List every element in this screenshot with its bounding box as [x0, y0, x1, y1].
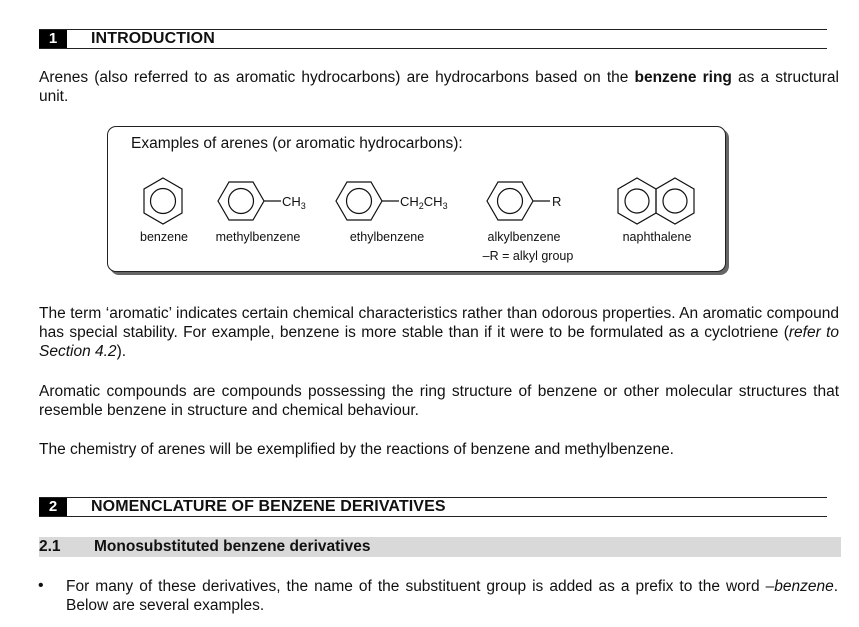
methylbenzene-caption: methylbenzene — [215, 230, 301, 244]
svg-text:CH3: $CH_3$ — [282, 194, 306, 211]
benzene-suffix: –benzene — [765, 578, 834, 595]
section-reference: refer to Section 4.2 — [39, 324, 839, 360]
naphthalene-structure — [612, 175, 702, 229]
alkylbenzene-structure — [481, 175, 571, 229]
ethylbenzene-caption: ethylbenzene — [349, 230, 425, 244]
methylbenzene-structure — [212, 175, 322, 229]
subsection-number: 2.1 — [39, 538, 61, 555]
intro-bold-term: benzene ring — [634, 69, 732, 86]
aromatic-paragraph — [39, 304, 839, 361]
examples-box-title: Examples of arenes (or aromatic hydrocarbons): — [131, 135, 463, 152]
benzene-structure — [138, 175, 188, 229]
alkyl-group-note: –R = alkyl group — [482, 249, 574, 263]
subsection-2-1-heading — [39, 537, 841, 557]
bullet-icon: • — [38, 577, 44, 594]
bullet-text: For many of these derivatives, the name of the substituent group is added as a prefix to the word — [66, 578, 766, 595]
ethylbenzene-structure — [330, 175, 470, 229]
benzene-caption: benzene — [140, 230, 188, 244]
section-title: INTRODUCTION — [91, 30, 215, 47]
aromatic-compounds-paragraph: Aromatic compounds are compounds possessing the ring structure of benzene or other molecular structures that resemble benzene in structure and chemical behaviour. — [39, 383, 839, 419]
section-number: 1 — [39, 30, 67, 48]
intro-paragraph — [39, 68, 839, 106]
intro-text: Arenes (also referred to as aromatic hydrocarbons) are hydrocarbons based on the — [39, 69, 635, 86]
alkylbenzene-caption: alkylbenzene — [487, 230, 561, 244]
section-2-heading — [39, 497, 827, 517]
aromatic-text-end: ). — [116, 343, 127, 360]
chemistry-paragraph: The chemistry of arenes will be exemplified by the reactions of benzene and methylbenzene. — [39, 441, 674, 458]
bullet-text-end: . Below are several examples. — [66, 578, 838, 614]
naphthalene-caption: naphthalene — [622, 230, 692, 244]
bullet-paragraph — [66, 577, 838, 615]
section-1-heading — [39, 29, 827, 49]
subsection-title: Monosubstituted benzene derivatives — [94, 538, 371, 555]
section-title: NOMENCLATURE OF BENZENE DERIVATIVES — [91, 498, 446, 515]
examples-box — [107, 126, 726, 272]
intro-text-end: as a structural unit. — [39, 69, 839, 105]
svg-text:CH2CH3: $CH_2CH_3$ — [400, 194, 448, 211]
svg-text:R: R — [552, 194, 562, 209]
aromatic-text: The term ‘aromatic’ indicates certain chemical characteristics rather than odorous properties. An aromatic compound has special stability. For example, benzene is more stable than if it were to be formulated as a cyclotriene ( — [39, 305, 839, 341]
section-number: 2 — [39, 498, 67, 516]
